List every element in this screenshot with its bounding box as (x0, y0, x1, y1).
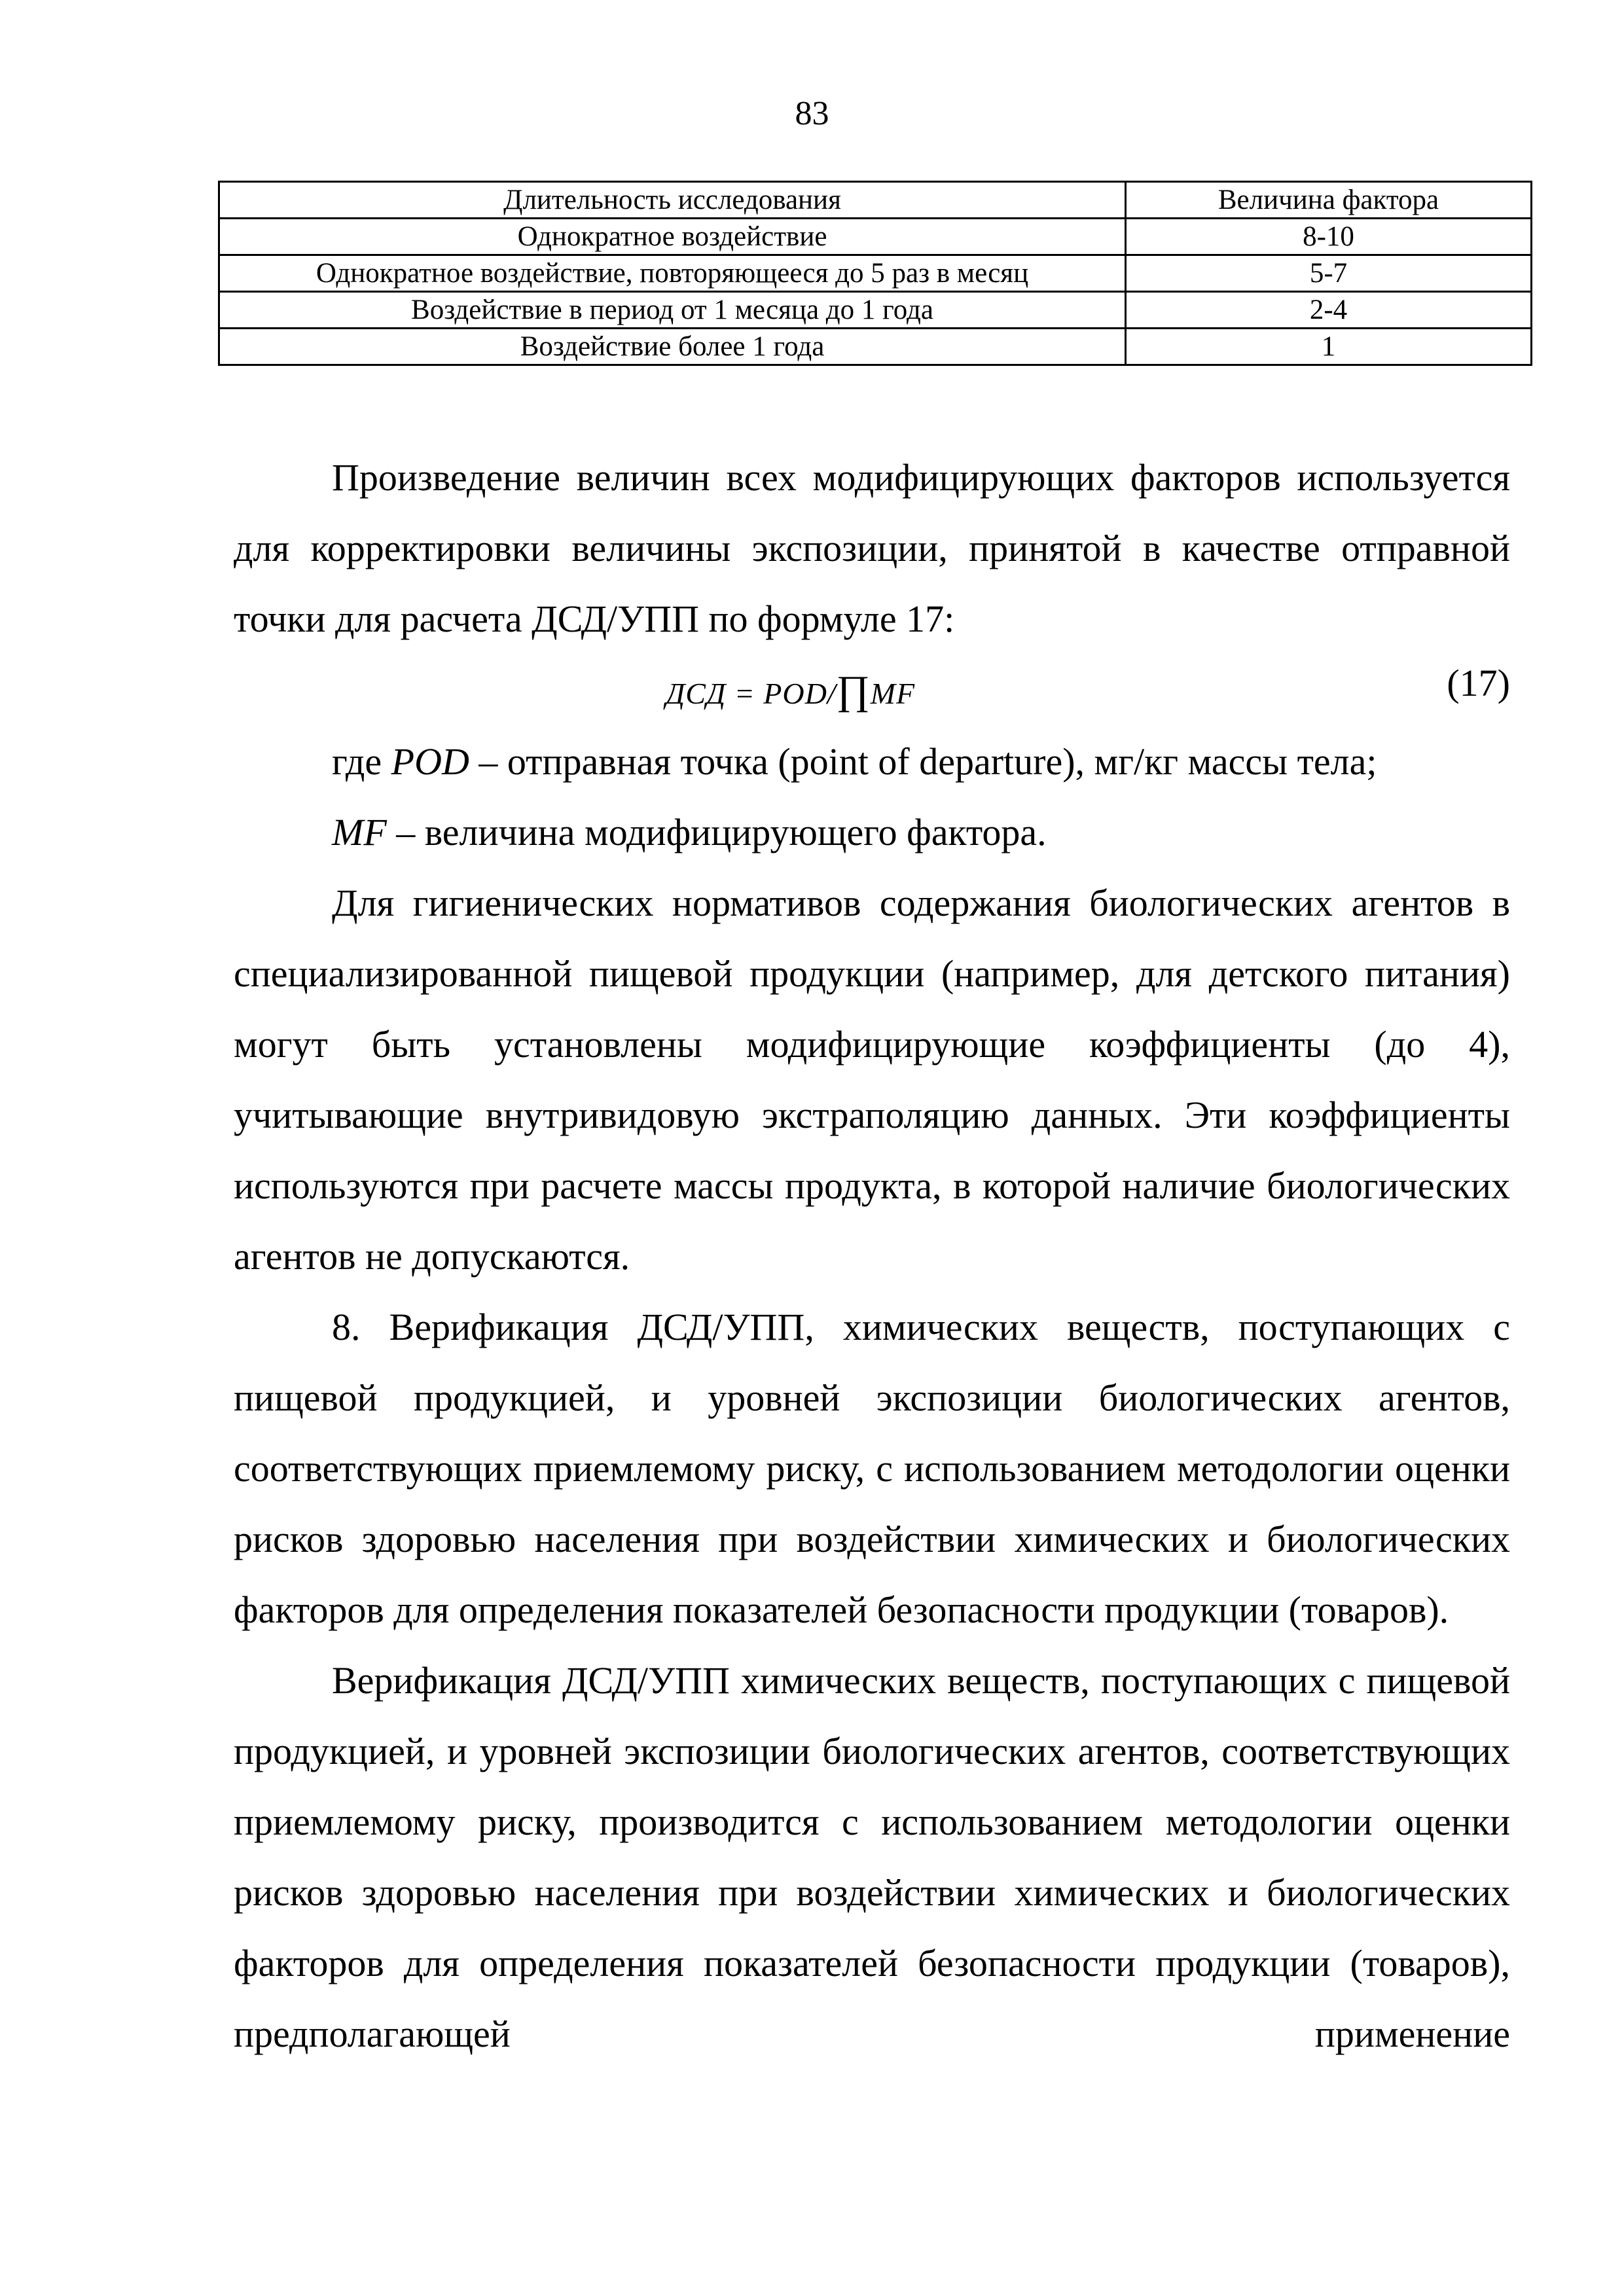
table-header-cell: Величина фактора (1126, 182, 1532, 219)
table-cell: 8-10 (1126, 219, 1532, 255)
intro-paragraph: Произведение величин всех модифицирующих факторов используется для корректировки величины экспозиции, принятой в качестве отправной точки для расчета ДСД/УПП по формуле 17: (234, 456, 1510, 640)
mf-term: MF (332, 811, 387, 853)
table-header-cell: Длительность исследования (219, 182, 1126, 219)
table-cell: Воздействие в период от 1 месяца до 1 года (219, 292, 1126, 329)
table-header-row (219, 182, 1532, 219)
formula-rhs: MF (870, 677, 916, 710)
mf-definition: – величина модифицирующего фактора. (386, 811, 1047, 853)
section-8-paragraph: 8. Верификация ДСД/УПП, химических веществ, поступающих с пищевой продукцией, и уровней экспозиции биологических агентов, соответствующих приемлемому риску, с использованием методологии оценки рисков здоровью населения при воздействии химических и биологических факторов для определения показателей безопасности продукции (товаров). (234, 1306, 1510, 1631)
table-row (219, 255, 1532, 292)
table-row (219, 292, 1532, 329)
table-cell: Воздействие более 1 года (219, 329, 1126, 365)
body-text (234, 726, 1510, 2070)
where-pod-line (234, 726, 1510, 797)
product-symbol: ∏ (836, 668, 871, 713)
formula-expression (666, 668, 915, 714)
formula-slash: / (827, 677, 837, 710)
where-mf-line (234, 797, 1510, 868)
verification-paragraph: Верификация ДСД/УПП химических веществ, поступающих с пищевой продукцией, и уровней экспозиции биологических агентов, соответствующих приемлемому риску, производится с использованием методологии оценки рисков здоровью населения при воздействии химических и биологических факторов для определения показателей безопасности продукции (товаров), предполагающей применение (234, 1659, 1510, 2055)
intro-paragraph-block (234, 442, 1510, 655)
formula-lhs: ДСД = POD (666, 677, 827, 710)
table-row (219, 329, 1532, 365)
where-prefix: где (332, 740, 391, 783)
table-cell: 1 (1126, 329, 1532, 365)
table-cell: 5-7 (1126, 255, 1532, 292)
pod-term: POD (391, 740, 469, 783)
modifying-factor-table (218, 181, 1532, 366)
table-cell: Однократное воздействие (219, 219, 1126, 255)
page-number: 83 (795, 95, 829, 132)
formula-number: (17) (1447, 662, 1510, 704)
formula-17 (234, 655, 1510, 720)
table-row (219, 219, 1532, 255)
table-cell: Однократное воздействие, повторяющееся до 5 раз в месяц (219, 255, 1126, 292)
pod-definition: – отправная точка (point of departure), мг/кг массы тела; (469, 740, 1377, 783)
hygiene-paragraph: Для гигиенических нормативов содержания биологических агентов в специализированной пищевой продукции (например, для детского питания) могут быть установлены модифицирующие коэффициенты (до 4), учитывающие внутривидовую экстраполяцию данных. Эти коэффициенты используются при расчете массы продукта, в которой наличие биологических агентов не допускаются. (234, 882, 1510, 1278)
table-cell: 2-4 (1126, 292, 1532, 329)
